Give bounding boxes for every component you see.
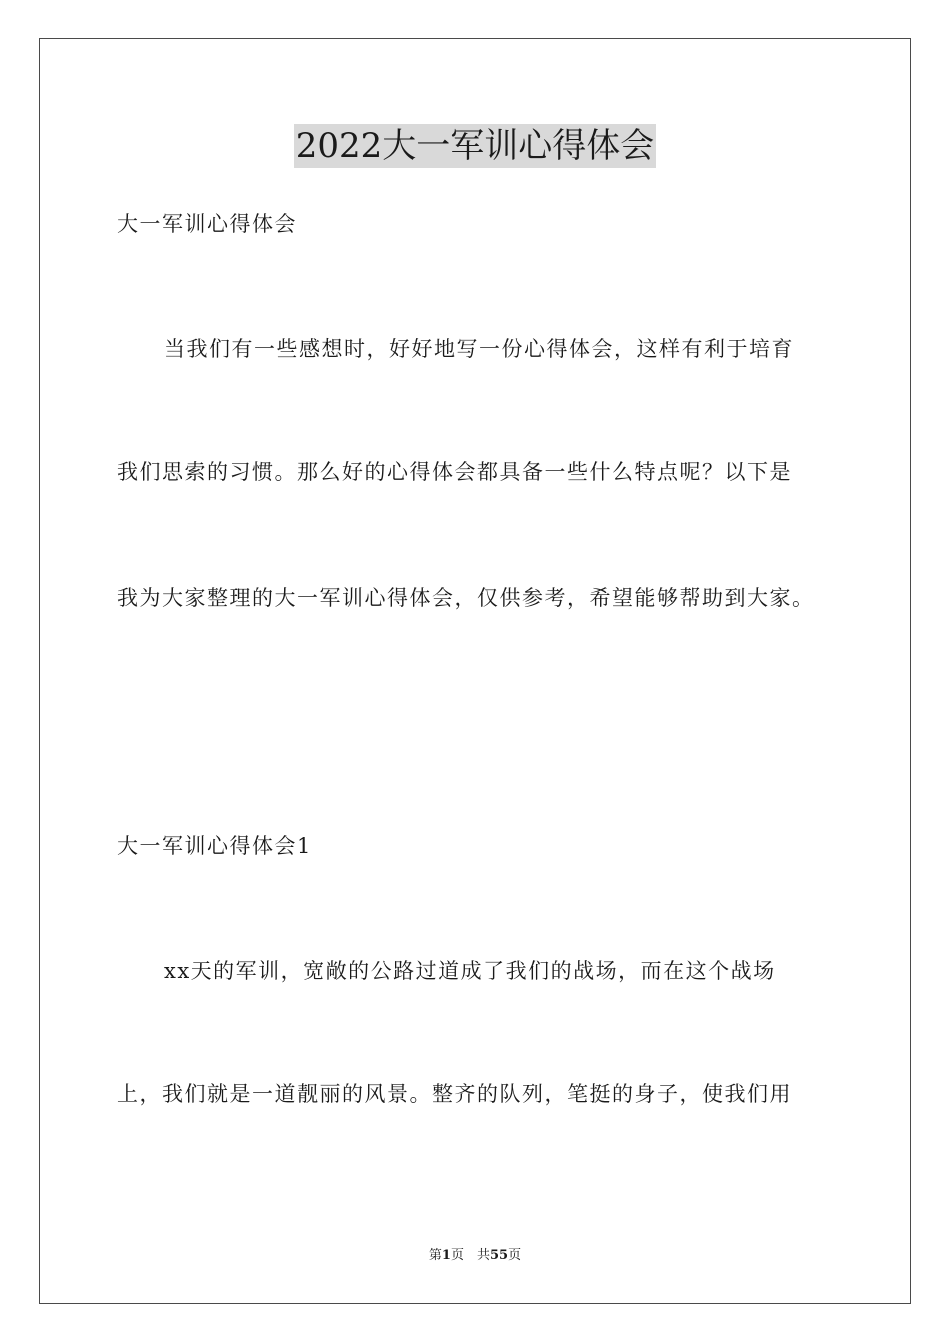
section-line-1: xx天的军训，宽敞的公路过道成了我们的战场，而在这个战场: [164, 959, 776, 983]
section-heading: 大一军训心得体会1: [117, 834, 312, 858]
page-footer: [0, 1247, 950, 1265]
footer-suffix: 页: [508, 1248, 522, 1263]
footer-prefix: 第: [428, 1248, 442, 1263]
intro-line-3: 我为大家整理的大一军训心得体会，仅供参考，希望能够帮助到大家。: [117, 586, 815, 610]
footer-total-pages: 55: [489, 1248, 509, 1263]
subtitle: 大一军训心得体会: [117, 212, 297, 236]
footer-mid: 页 共: [450, 1248, 490, 1263]
title-container: [0, 124, 950, 168]
section-line-2: 上，我们就是一道靓丽的风景。整齐的队列，笔挺的身子，使我们用: [117, 1082, 792, 1106]
footer-current-page: 1: [441, 1248, 451, 1263]
intro-line-1: 当我们有一些感想时，好好地写一份心得体会，这样有利于培育: [164, 337, 794, 361]
intro-line-2: 我们思索的习惯。那么好的心得体会都具备一些什么特点呢？以下是: [117, 460, 792, 484]
document-title: 2022大一军训心得体会: [295, 126, 655, 166]
